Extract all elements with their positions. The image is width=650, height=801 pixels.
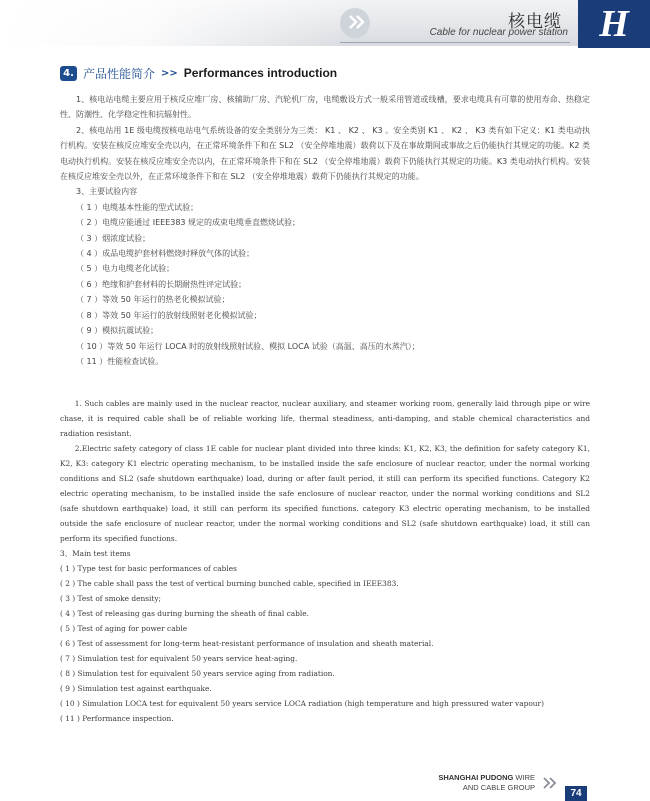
zh-list-item: （ 2 ）电缆应能通过 IEEE383 规定的成束电缆垂直燃烧试验； (76, 218, 301, 228)
zh-list-item: （ 4 ）成品电缆护套材料燃烧时释放气体的试验； (76, 249, 255, 259)
zh-list-item: （ 7 ）等效 50 年运行的热老化模拟试验； (76, 295, 230, 305)
zh-list-item: （ 5 ）电力电缆老化试验； (76, 264, 175, 274)
en-list-item: ( 5 ) Test of aging for power cable (60, 624, 188, 633)
en-list-item: ( 8 ) Simulation test for equivalent 50 years service aging from radiation. (60, 669, 335, 678)
header-title: 核电缆 (508, 12, 562, 32)
en-list-item: ( 9 ) Simulation test against earthquake. (60, 684, 212, 693)
en-list-item: ( 11 ) Performance inspection. (60, 714, 174, 723)
page-number: 74 (565, 786, 587, 801)
en-list-item: ( 10 ) Simulation LOCA test for equivalent 50 years service LOCA radiation (high temperature and high pressured water vapour) (60, 699, 544, 708)
english-body (60, 396, 590, 726)
zh-list-item: （ 3 ）烟浓度试验； (76, 233, 151, 243)
zh-paragraph: 2、核电站用 1E 级电缆按核电站电气系统设备的安全类别分为三类： K1 、 K2 、 K3 。安全类别 K1 、 K2 、 K3 类有如下定义：K1 类电动执行机构。安装在核反应堆安全壳以内，在正常环境条件下和在 SL2 （安全停堆地震）载荷以下及在事故期间或事故之后仍能执行其规定的功能。K2 类电动执行机构。安装在核反应堆安全壳以内，在正常环境条件下和在 SL2 （安全停堆地震）载荷下仍能执行其规定的功能。K3 类电动执行机构。安装在核反应堆安全壳以外，在正常环境条件下和在 SL2 （安全停堆地震）载荷下仍能执行其规定的功能。 (60, 125, 590, 182)
header-fade (0, 0, 360, 46)
zh-list-item: （ 9 ）模拟抗震试验； (76, 326, 159, 336)
footer-company-bold: SHANGHAI PUDONG (438, 773, 514, 782)
zh-list-item: （ 6 ）绝缘和护套材料的长期耐热性评定试验； (76, 279, 247, 289)
header-rule (340, 42, 570, 43)
zh-list-item: （ 10 ）等效 50 年运行 LOCA 时的放射线照射试验、模拟 LOCA 试验（高温、高压的水蒸汽）； (76, 341, 420, 351)
zh-paragraph: 3、主要试验内容 (76, 187, 138, 197)
en-list-item: ( 1 ) Type test for basic performances of cables (60, 564, 237, 573)
section-title-en: Performances introduction (183, 66, 338, 80)
en-list-item: ( 2 ) The cable shall pass the test of vertical burning bunched cable, specified in IEEE383. (60, 579, 399, 588)
en-list-item: ( 4 ) Test of releasing gas during burning the sheath of final cable. (60, 609, 310, 618)
zh-list-item: （ 11 ）性能检查试验。 (76, 356, 164, 366)
en-list-item: ( 7 ) Simulation test for equivalent 50 years service heat-aging. (60, 654, 298, 663)
section-heading (60, 64, 337, 82)
footer-company-line2: AND CABLE GROUP (462, 782, 535, 792)
en-paragraph: 1. Such cables are mainly used in the nuclear reactor, nuclear auxiliary, and steamer working room, generally laid through pipe or wire chase, it is required cable shall be of reliable working life, thermal steadiness, anti-damping, and stable chemical characteristics and radiation resistant. (60, 399, 590, 438)
zh-list-item: （ 8 ）等效 50 年运行的放射线照射老化模拟试验； (76, 310, 262, 320)
en-list-item: ( 6 ) Test of assessment for long-term heat-resistant performance of insulation and sheath material. (60, 639, 434, 648)
chinese-body (60, 92, 590, 369)
en-list-heading: 3、Main test items (60, 549, 131, 558)
section-number-badge: 4. (60, 66, 77, 81)
footer-company (438, 773, 535, 792)
section-title-zh: 产品性能简介 (83, 66, 156, 81)
zh-paragraph: 1、核电站电缆主要应用于核反应堆厂房、核辅助厂房、汽轮机厂房，电缆敷设方式一般采用管道或线槽，要求电缆具有可靠的使用寿命、热稳定性、防潮性、化学稳定性和抗辐射性。 (60, 95, 590, 120)
double-chevron-right-icon (345, 10, 369, 34)
section-arrows: >> (161, 67, 178, 79)
en-list-item: ( 3 ) Test of smoke density; (60, 594, 161, 603)
en-paragraph: 2.Electric safety category of class 1E cable for nuclear plant divided into three kinds: K1, K2, K3, the definition for safety category K1, K2, K3: category K1 electric operating mechanism, to be installed inside the safe enclosure of nuclear reactor, under the normal working conditions and SL2 (safe shutdown earthquake) load, during or after fault period, it still can perform its specified functions. Category K2 electric operating mechanism, to be installed inside the safe enclosure of nuclear reactor, under the normal working conditions and SL2 (safe shutdown earthquake) load, it still can perform its specified functions. category K3 electric operating mechanism, to be installed outside the safe enclosure of nuclear reactor, under the normal working conditions and SL2 (safe shutdown earthquake) load, it still can perform its specified functions. (60, 444, 590, 543)
header-subtitle: Cable for nuclear power station (429, 27, 568, 38)
double-chevron-right-icon (541, 774, 559, 792)
footer-company-rest: WIRE (513, 773, 535, 782)
zh-list-item: （ 1 ）电缆基本性能的型式试验； (76, 202, 199, 212)
header-letter-block: H (578, 0, 650, 48)
